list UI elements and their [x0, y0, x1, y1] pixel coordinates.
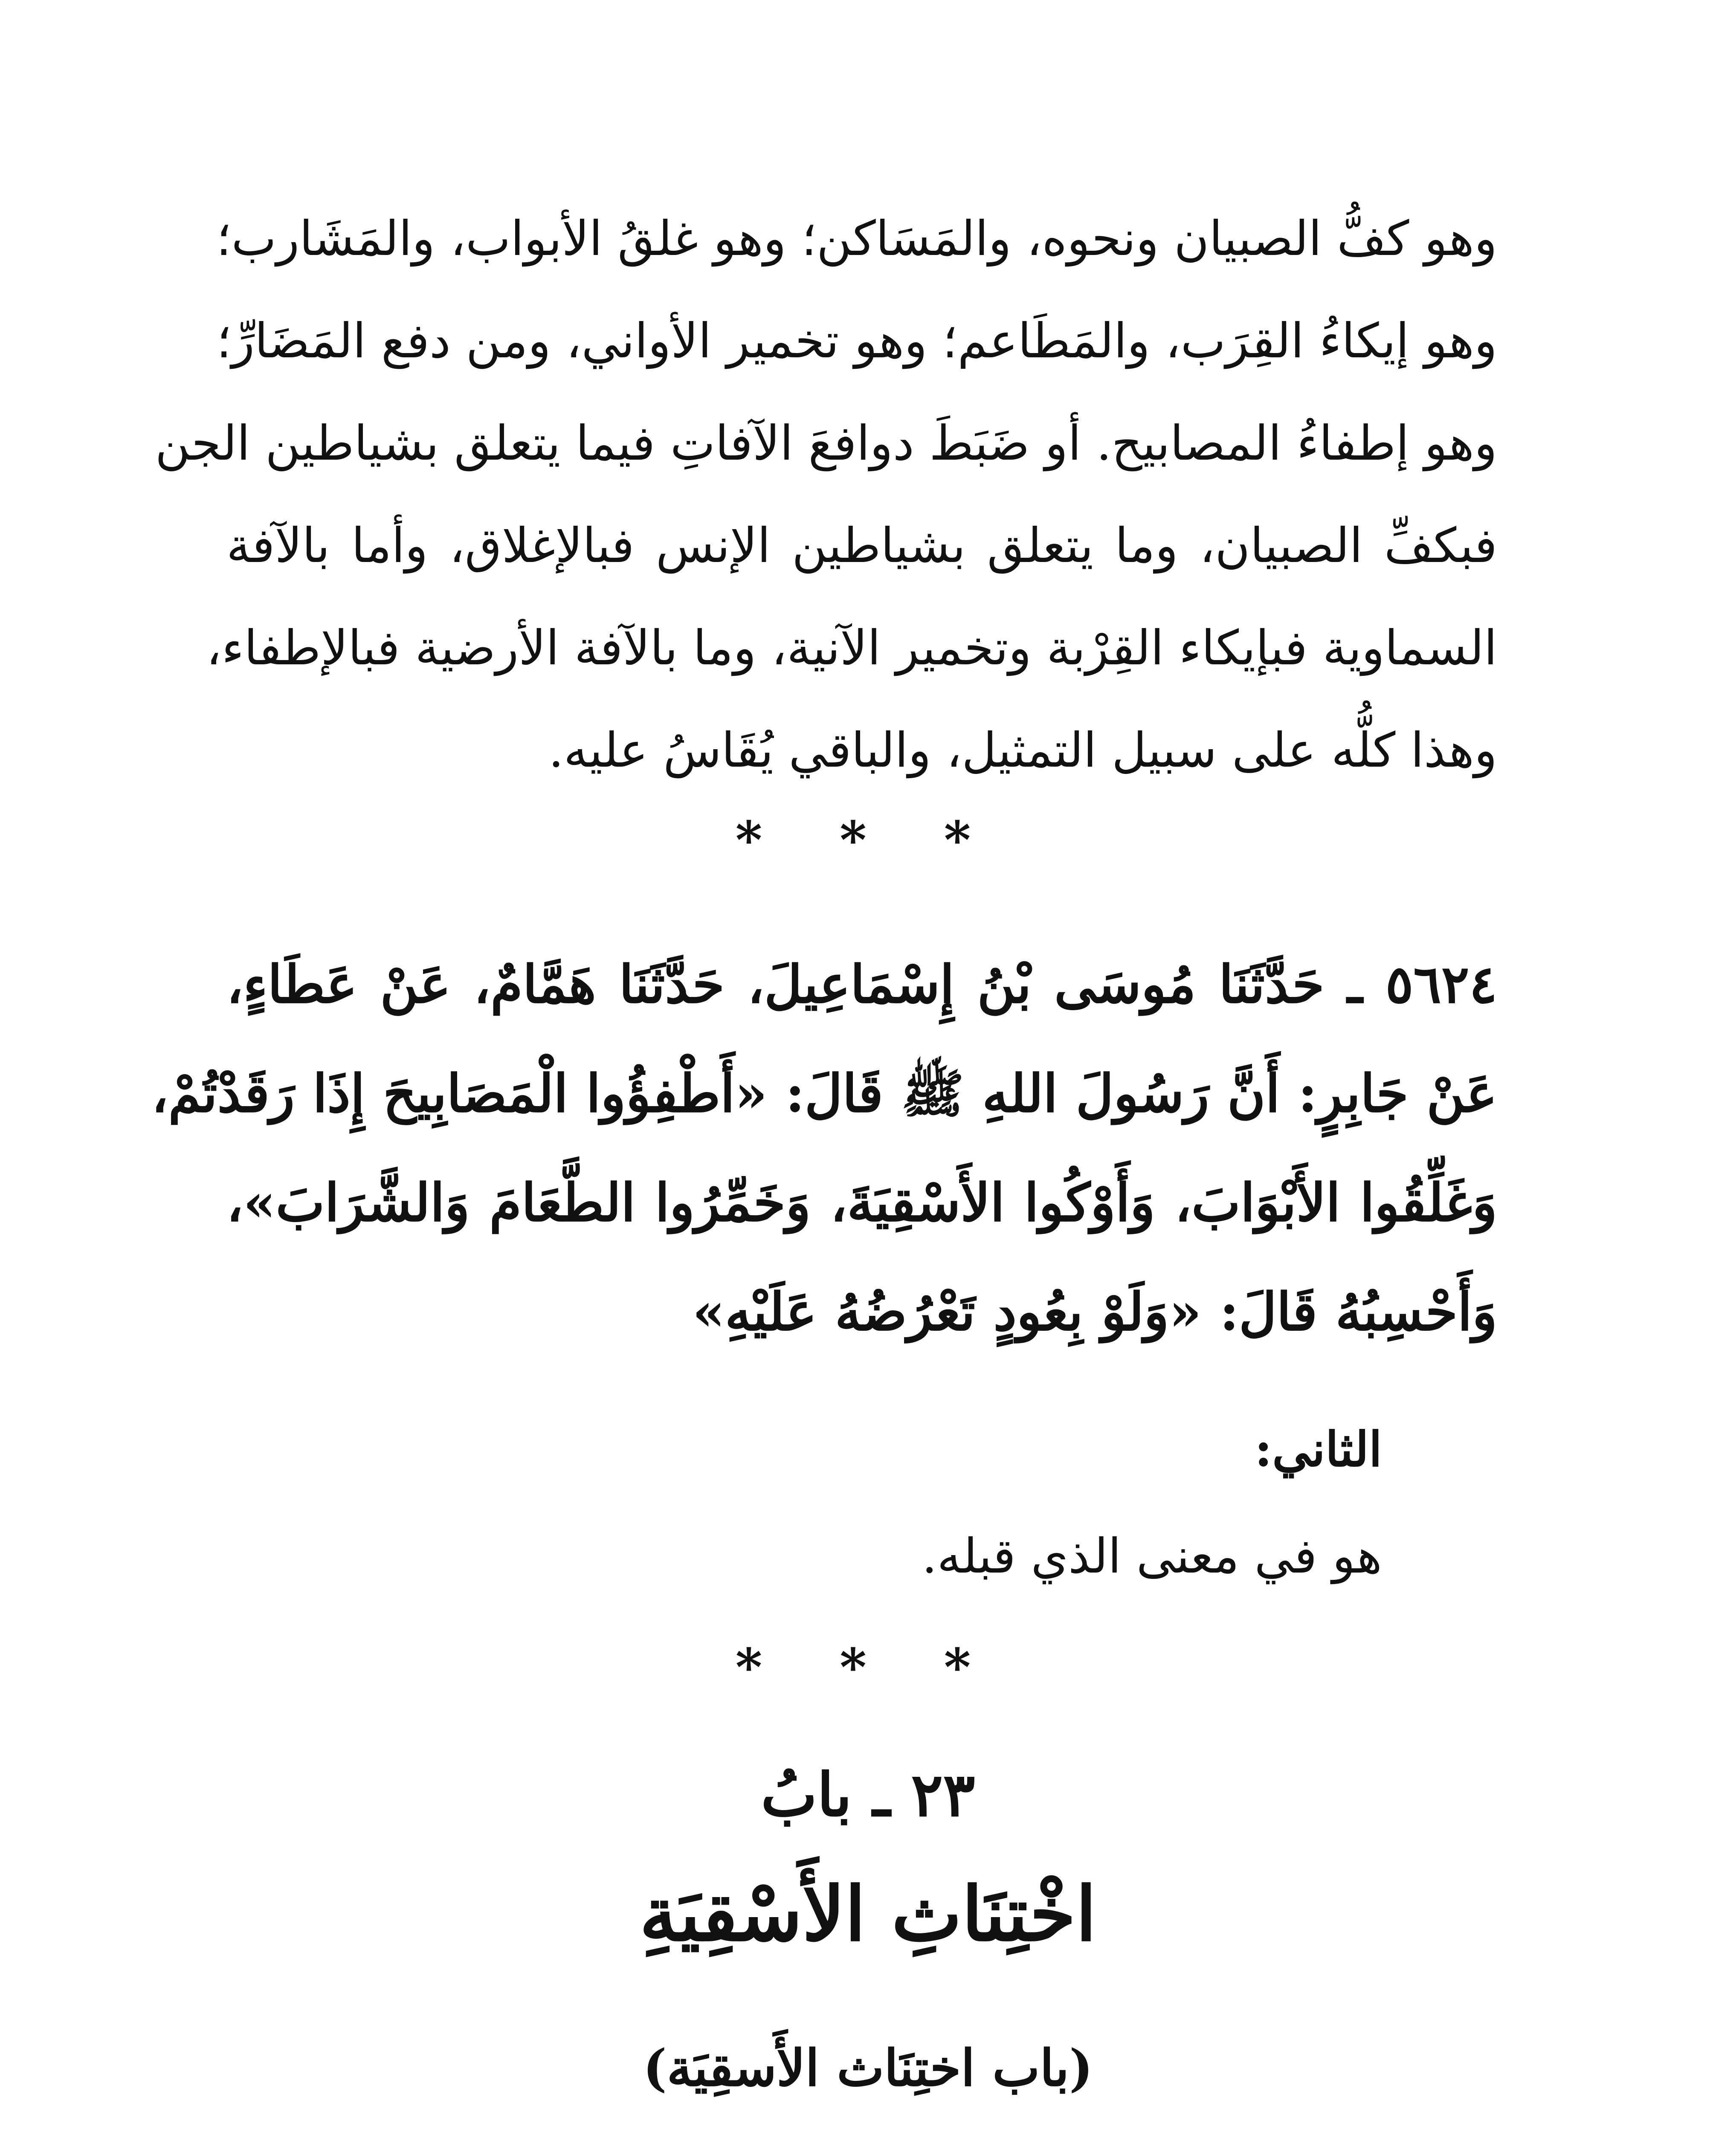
second-text: هو في معنى الذي قبله.	[922, 1529, 1382, 1584]
commentary-line: وهذا كلُّه على سبيل التمثيل، والباقي يُقَاسُ عليه.	[548, 723, 1497, 778]
section-separator: * * *	[735, 1637, 1001, 1697]
second-heading: الثاني:	[1254, 1422, 1382, 1477]
commentary-paragraph	[155, 188, 1497, 802]
hadith-line: وَغَلِّقُوا الأَبْوَابَ، وَأَوْكُوا الأَسْقِيَةَ، وَخَمِّرُوا الطَّعَامَ وَالشَّرَابَ»،	[226, 1172, 1497, 1233]
commentary-line: فبكفِّ الصبيان، وما يتعلق بشياطين الإنس فبالإغلاق، وأما بالآفة	[226, 518, 1497, 574]
hadith-line: وَأَحْسِبُهُ قَالَ: «وَلَوْ بِعُودٍ تَعْرُضُهُ عَلَيْهِ»	[692, 1281, 1497, 1342]
section-separator: * * *	[735, 810, 1001, 870]
commentary-line: السماوية فبإيكاء القِرْبة وتخمير الآنية، وما بالآفة الأرضية فبالإطفاء،	[206, 620, 1497, 676]
commentary-line: وهو كفُّ الصبيان ونحوه، والمَسَاكن؛ وهو غلقُ الأبواب، والمَشَارب؛	[216, 211, 1497, 266]
chapter-number: ٢٣ ـ بابُ	[761, 1760, 975, 1830]
commentary-line: وهو إيكاءُ القِرَب، والمَطَاعم؛ وهو تخمير الأواني، ومن دفع المَضَارِّ؛	[216, 313, 1497, 369]
chapter-title: اخْتِنَاثِ الأَسْقِيَةِ	[639, 1871, 1097, 1958]
chapter-subtitle: (باب اختِنَاث الأَسقِيَة)	[643, 2038, 1093, 2097]
commentary-line: وهو إطفاءُ المصابيح. أو ضَبَطَ دوافعَ الآفاتِ فيما يتعلق بشياطين الجن	[155, 416, 1497, 471]
hadith-paragraph	[151, 930, 1497, 1366]
hadith-line: ٥٦٢٤ ـ حَدَّثَنَا مُوسَى بْنُ إِسْمَاعِيلَ، حَدَّثَنَا هَمَّامٌ، عَنْ عَطَاءٍ،	[226, 953, 1497, 1015]
hadith-line: عَنْ جَابِرٍ: أَنَّ رَسُولَ اللهِ ﷺ قَالَ: «أَطْفِؤُوا الْمَصَابِيحَ إِذَا رَقَدْتُمْ،	[151, 1063, 1497, 1124]
